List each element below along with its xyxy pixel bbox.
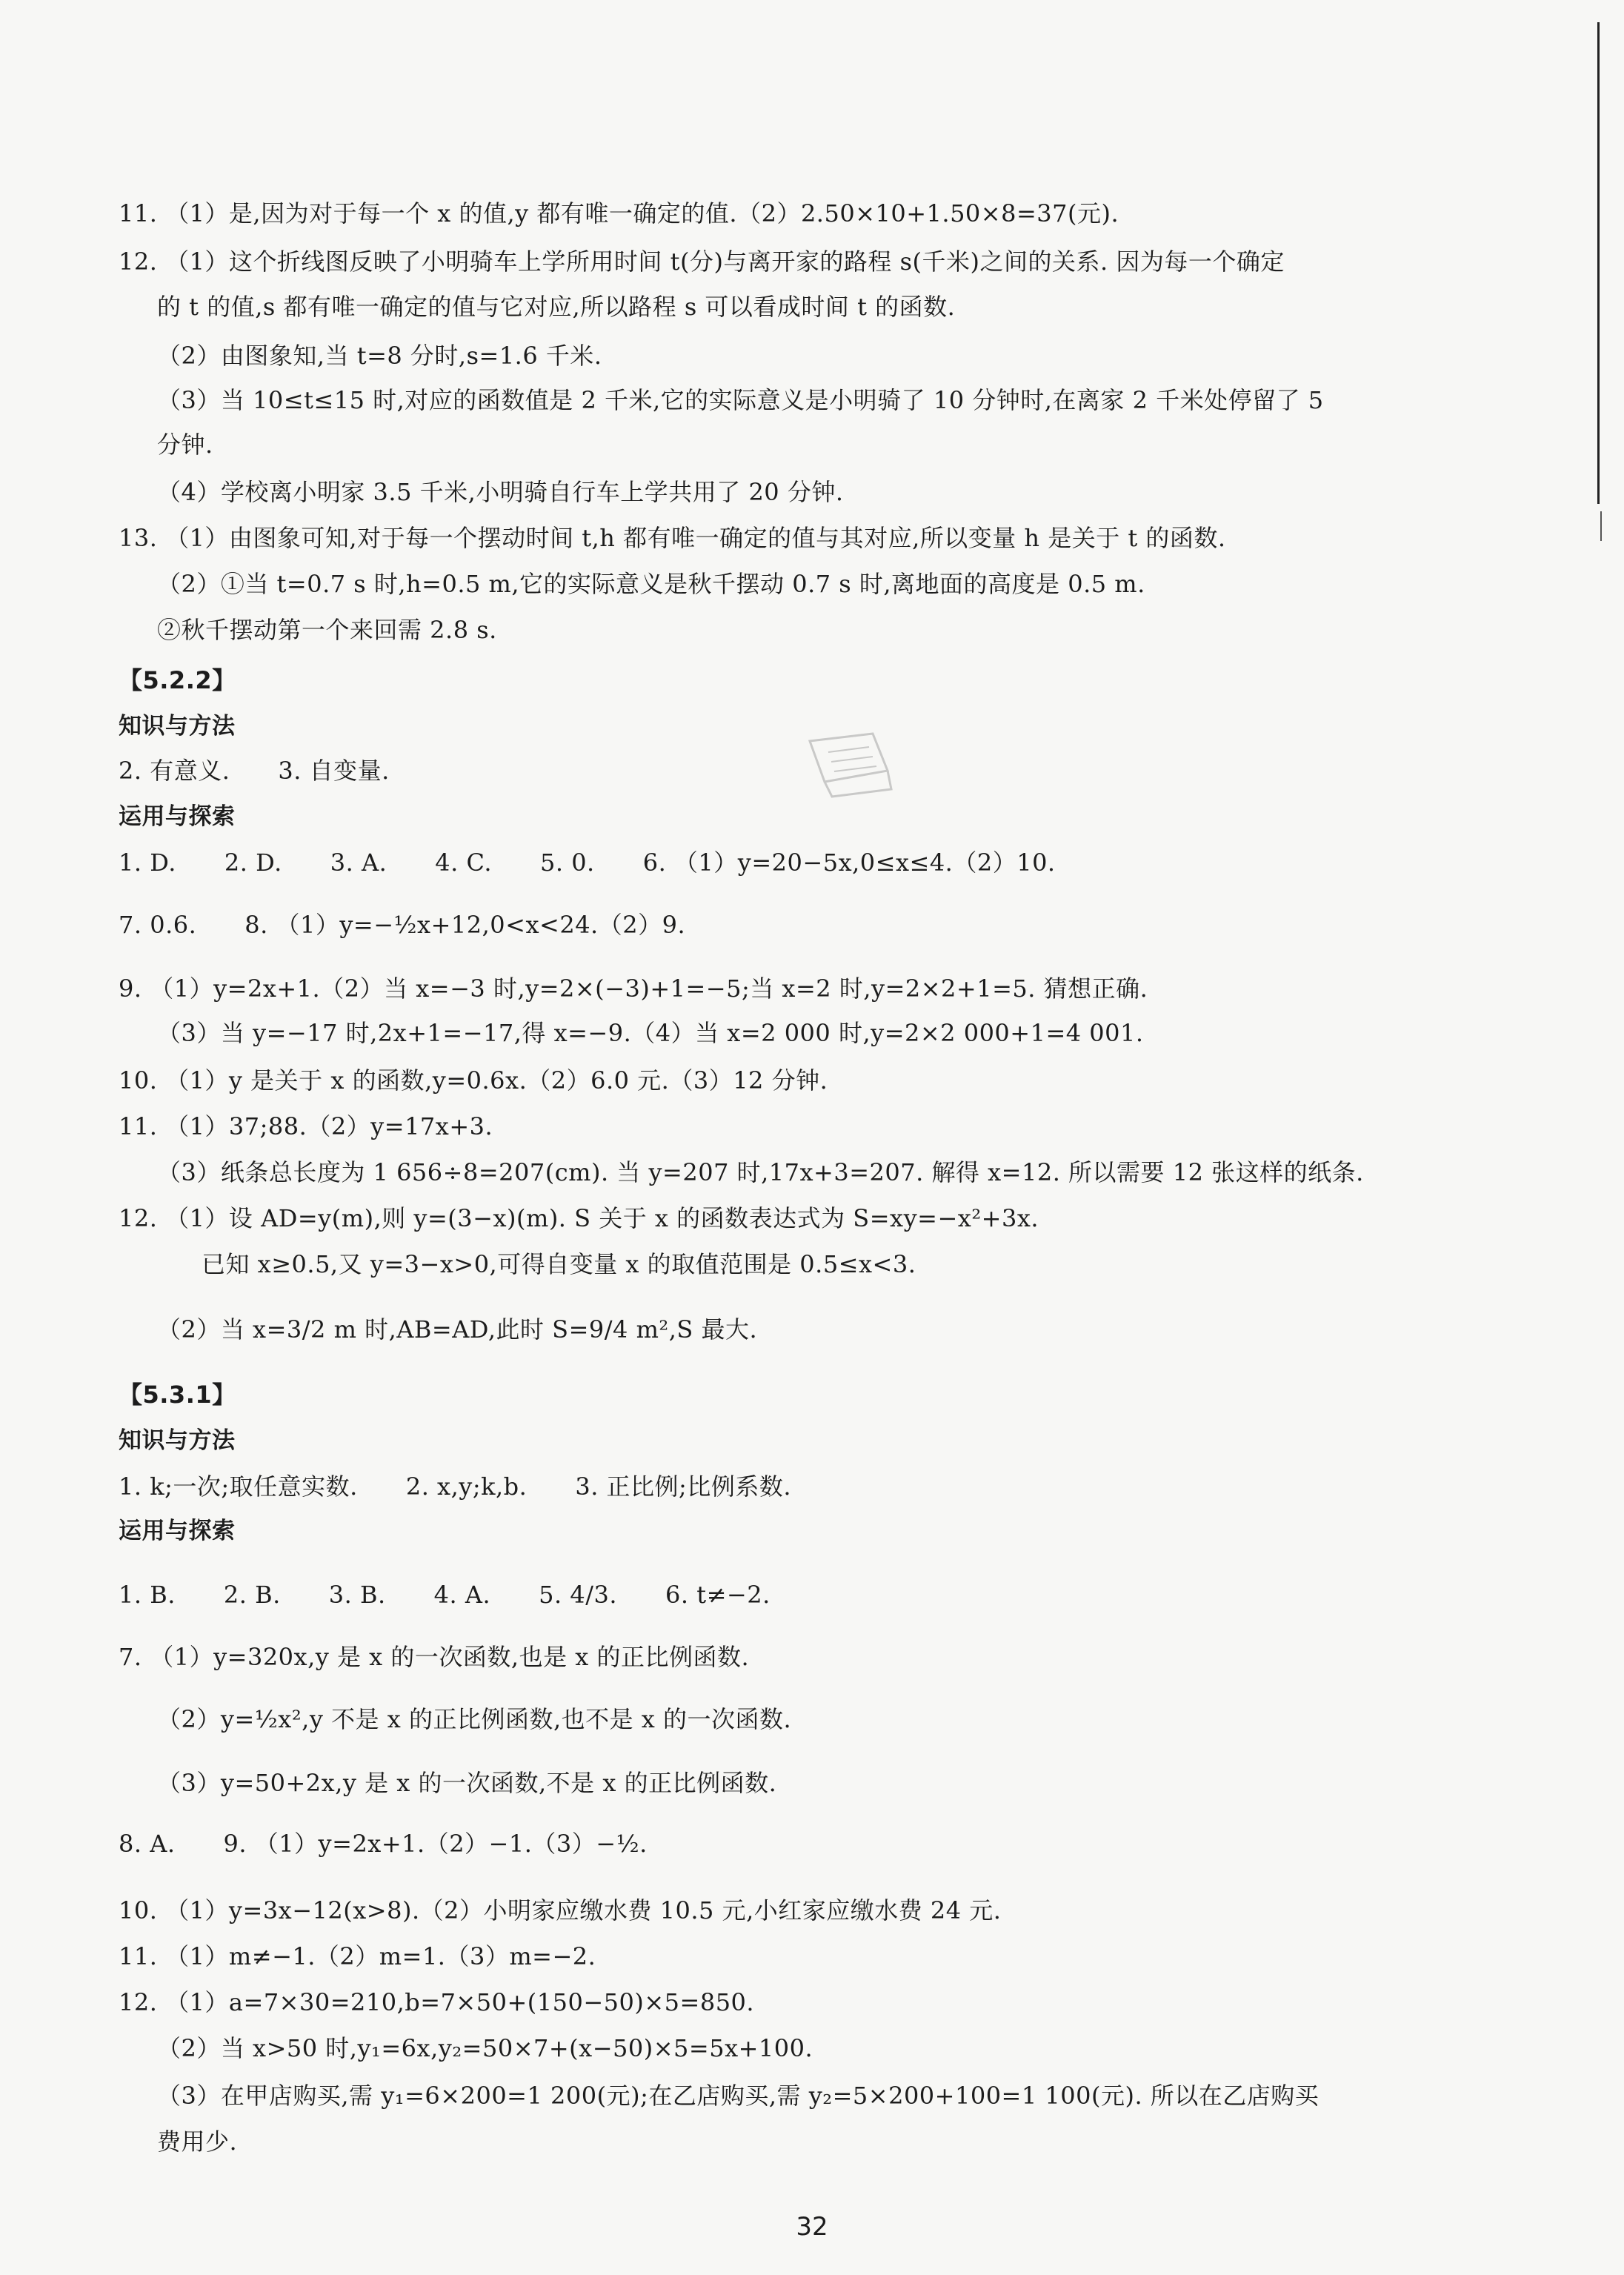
answer-line: （2）①当 t=0.7 s 时,h=0.5 m,它的实际意义是秋千摆动 0.7 s 时,离地面的高度是 0.5 m. [157,570,1145,598]
page-edge-line [1600,511,1602,541]
subsection-heading: 知识与方法 [119,713,236,740]
answer-line: 11. （1）m≠−1.（2）m=1.（3）m=−2. [119,1942,596,1970]
answer-line: 2. 有意义. 3. 自变量. [119,757,390,785]
answer-line: （3）当 10≤t≤15 时,对应的函数值是 2 千米,它的实际意义是小明骑了 10 分钟时,在离家 2 千米处停留了 5 [157,386,1324,414]
subsection-heading: 运用与探索 [119,803,236,830]
answer-line: 1. k;一次;取任意实数. 2. x,y;k,b. 3. 正比例;比例系数. [119,1472,791,1501]
page-number: 32 [796,2212,828,2242]
answer-line: 7. （1）y=320x,y 是 x 的一次函数,也是 x 的正比例函数. [119,1643,750,1671]
answer-line: （3）在甲店购买,需 y₁=6×200=1 200(元);在乙店购买,需 y₂=5×200+100=1 100(元). 所以在乙店购买 [157,2082,1320,2110]
subsection-heading: 知识与方法 [119,1427,236,1454]
answer-line: 已知 x≥0.5,又 y=3−x>0,可得自变量 x 的取值范围是 0.5≤x<3. [202,1250,916,1278]
answer-line: 12. （1）a=7×30=210,b=7×50+(150−50)×5=850. [119,1988,755,2016]
answer-line: 1. D. 2. D. 3. A. 4. C. 5. 0. 6. （1）y=20−5x,0≤x≤4.（2）10. [119,848,1056,877]
subsection-heading: 运用与探索 [119,1518,236,1544]
answer-line: 分钟. [157,431,213,459]
section-title: 【5.2.2】 [119,666,236,694]
answer-line: 费用少. [157,2128,238,2156]
answer-line: （2）y=½x²,y 不是 x 的正比例函数,也不是 x 的一次函数. [157,1705,792,1733]
answer-line: 13. （1）由图象可知,对于每一个摆动时间 t,h 都有唯一确定的值与其对应,所以变量 h 是关于 t 的函数. [119,524,1226,552]
answer-line: 12. （1）设 AD=y(m),则 y=(3−x)(m). S 关于 x 的函数表达式为 S=xy=−x²+3x. [119,1204,1039,1232]
answer-line: （3）纸条总长度为 1 656÷8=207(cm). 当 y=207 时,17x+3=207. 解得 x=12. 所以需要 12 张这样的纸条. [157,1158,1364,1186]
answer-line: 的 t 的值,s 都有唯一确定的值与它对应,所以路程 s 可以看成时间 t 的函数. [157,293,956,321]
answer-line: ②秋千摆动第一个来回需 2.8 s. [157,616,497,644]
section-title: 【5.3.1】 [119,1381,236,1409]
answer-line: （3）y=50+2x,y 是 x 的一次函数,不是 x 的正比例函数. [157,1769,777,1797]
answer-line: 1. B. 2. B. 3. B. 4. A. 5. 4/3. 6. t≠−2. [119,1581,771,1609]
answer-line: 9. （1）y=2x+1.（2）当 x=−3 时,y=2×(−3)+1=−5;当 x=2 时,y=2×2+1=5. 猜想正确. [119,974,1148,1003]
answer-line: 10. （1）y=3x−12(x>8).（2）小明家应缴水费 10.5 元,小红家应缴水费 24 元. [119,1896,1002,1924]
answer-line: 7. 0.6. 8. （1）y=−½x+12,0<x<24.（2）9. [119,911,686,939]
watermark-stamp-icon [799,726,895,808]
answer-line: （2）当 x>50 时,y₁=6x,y₂=50×7+(x−50)×5=5x+100. [157,2034,813,2062]
answer-line: （2）由图象知,当 t=8 分时,s=1.6 千米. [157,342,602,370]
answer-line: 11. （1）是,因为对于每一个 x 的值,y 都有唯一确定的值.（2）2.50×10+1.50×8=37(元). [119,199,1119,228]
answer-line: （3）当 y=−17 时,2x+1=−17,得 x=−9.（4）当 x=2 000 时,y=2×2 000+1=4 001. [157,1019,1144,1047]
answer-line: 8. A. 9. （1）y=2x+1.（2）−1.（3）−½. [119,1830,648,1858]
answer-line: 11. （1）37;88.（2）y=17x+3. [119,1112,493,1140]
answer-line: （2）当 x=3/2 m 时,AB=AD,此时 S=9/4 m²,S 最大. [157,1315,758,1344]
answer-line: 10. （1）y 是关于 x 的函数,y=0.6x.（2）6.0 元.（3）12 分钟. [119,1066,828,1095]
page-edge-line [1597,22,1600,504]
answer-line: 12. （1）这个折线图反映了小明骑车上学所用时间 t(分)与离开家的路程 s(千米)之间的关系. 因为每一个确定 [119,248,1285,276]
answer-line: （4）学校离小明家 3.5 千米,小明骑自行车上学共用了 20 分钟. [157,478,844,506]
